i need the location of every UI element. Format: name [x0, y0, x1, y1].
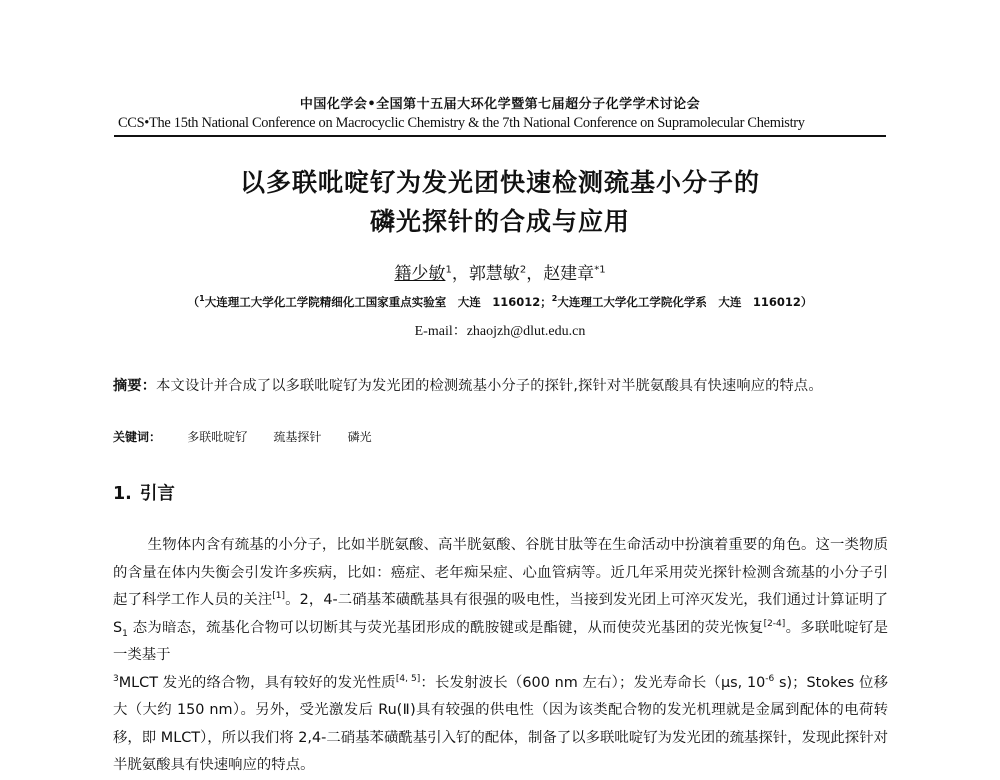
citation-ref: [2-4]: [763, 618, 786, 629]
body-text-run: 态为暗态，巯基化合物可以切断其与荧光基团形成的酰胺键或是酯键，从而使荧光基团的荧光恢复: [127, 619, 764, 636]
section-number: 1.: [113, 484, 132, 504]
affiliation-1-mark: 1: [199, 294, 205, 304]
affiliation-2-text: 大连理工大学化工学院化学系 大连 116012）: [557, 295, 813, 309]
author-3-name: 赵建章: [543, 264, 595, 284]
affiliations: [0, 294, 1000, 310]
author-2-affil-mark: 2: [519, 264, 527, 276]
keyword: 多联吡啶钌: [187, 430, 248, 444]
conference-header-cn: 中国化学会•全国第十五届大环化学暨第七届超分子化学学术讨论会: [299, 97, 701, 112]
keyword: 巯基探针: [273, 430, 322, 444]
citation-ref: [4, 5]: [395, 673, 421, 684]
body-text-run: 。多联吡啶钌是一类基于: [113, 619, 888, 663]
body-text-run: 生物体内含有巯基的小分子，比如半胱氨酸、高半胱氨酸、谷胱甘肽等在生命活动中扮演着重要的角色。这一类物质的含量在体内失衡会引发许多疾病，比如：癌症、老年痴呆症、心血管病等。近几年采用荧光探针检测含巯基的小分子引起了科学工作人员的关注: [113, 537, 888, 608]
author-1-affil-mark: 1: [445, 264, 452, 276]
body-text-run: 。2，4-二硝基苯磺酰基具有很强的吸电性，当接到发光团上可淬灭发光，我们通过计算证明了 S: [113, 592, 888, 636]
body-text-run: ：长发射波长（600 nm 左右）；发光寿命长（μs, 10: [420, 674, 766, 691]
affiliation-1-text: 大连理工大学化工学院精细化工国家重点实验室 大连 116012；: [204, 295, 552, 309]
affiliation-open: （: [187, 295, 200, 309]
author-1-name: 籍少敏: [394, 264, 446, 284]
affiliation-2-mark: 2: [551, 294, 558, 304]
header-rule: [114, 135, 886, 137]
author-list: [0, 259, 1000, 284]
abstract: [113, 372, 888, 400]
superscript: 3: [113, 673, 119, 684]
abstract-label: 摘要：: [113, 378, 157, 394]
author-2-name: 郭慧敏: [468, 264, 520, 284]
paper-title-line-2: 磷光探针的合成与应用: [369, 207, 630, 236]
author-separator: ，: [451, 264, 469, 284]
author-separator: ，: [526, 264, 544, 284]
body-text-run: s)；Stokes 位移大（大约 150 nm）。另外，受光激发后 Ru(Ⅱ)具有较强的供电性（因为该类配合物的发光机理就是金属到配体的电荷转移，即 MLCT），所以我们将 2,4-二硝基苯磺酰基引入钌的配体，制备了以多联吡啶钌为发光团的巯基探针，发现此探针对半胱氨酸具有快速响应的特点。: [113, 674, 888, 773]
conference-header-en: CCS•The 15th National Conference on Macrocyclic Chemistry & the 7th National Conference on Supramolecular Chemistry: [118, 115, 805, 131]
paper-title-line-1: 以多联吡啶钌为发光团快速检测巯基小分子的: [239, 168, 760, 197]
subscript: 1: [122, 628, 128, 639]
section-heading: [113, 480, 175, 505]
citation-ref: [1]: [272, 591, 286, 602]
section-title: 引言: [139, 484, 175, 504]
abstract-text: 本文设计并合成了以多联吡啶钌为发光团的检测巯基小分子的探针,探针对半胱氨酸具有快速响应的特点。: [156, 378, 823, 394]
author-3-affil-mark: *1: [594, 264, 606, 276]
contact-email: E-mail：zhaojzh@dlut.edu.cn: [414, 324, 586, 339]
keywords: [113, 428, 888, 445]
superscript: -6: [765, 673, 775, 684]
keyword: 磷光: [347, 430, 372, 444]
introduction-paragraph: [113, 532, 888, 780]
keywords-label: 关键词：: [113, 430, 162, 444]
body-text-run: MLCT 发光的络合物，具有较好的发光性质: [118, 674, 396, 691]
